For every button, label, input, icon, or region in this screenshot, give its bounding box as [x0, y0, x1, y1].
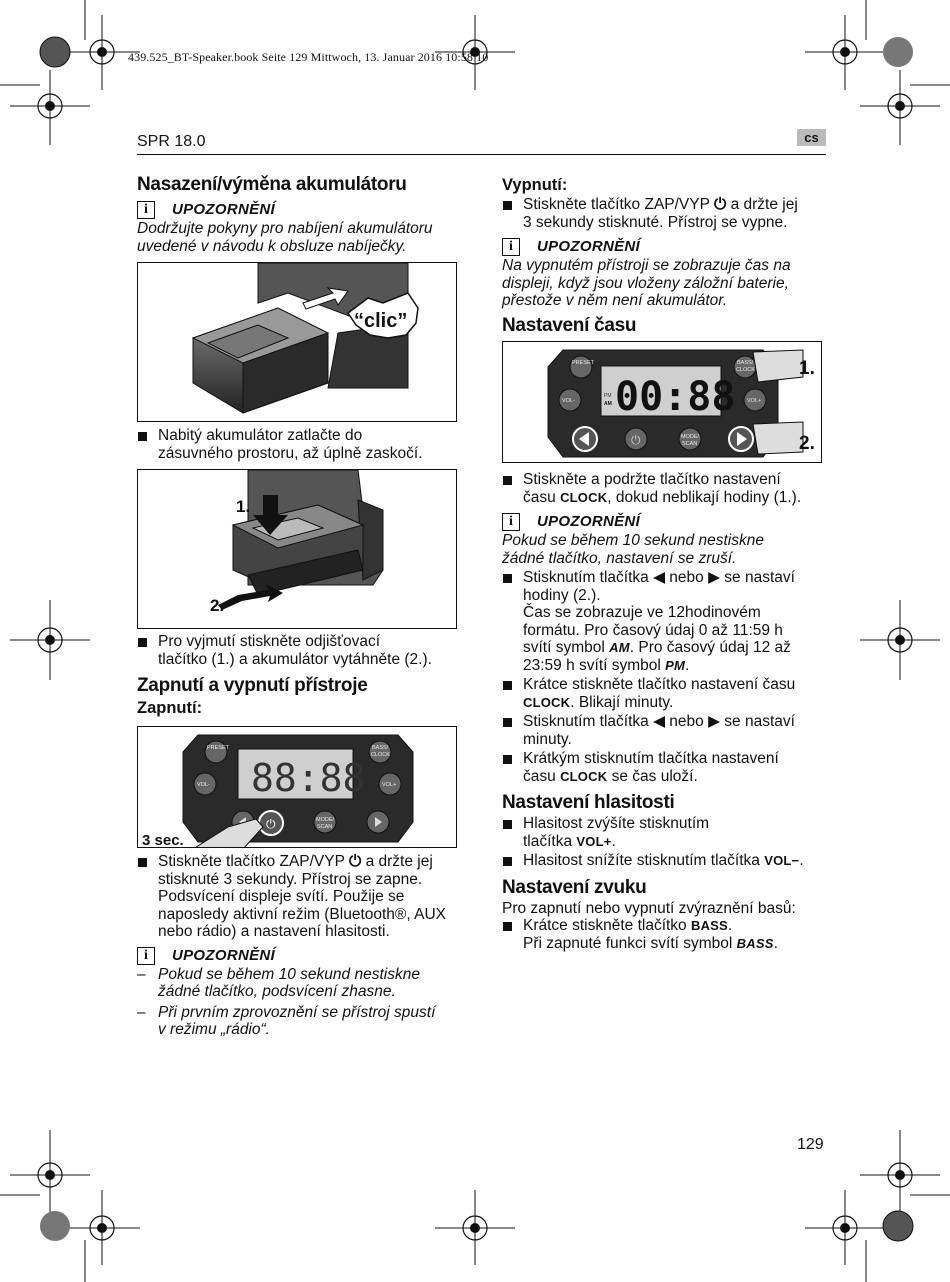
bullet-text: času [523, 488, 556, 506]
bullet-insert [137, 427, 462, 462]
bullet-text: . Pro časový údaj 12 až [629, 639, 791, 656]
heading-sound: Nastavení zvuku [502, 876, 647, 898]
left-column-remove [137, 633, 467, 719]
note-text: přestože v něm není akumulátor. [502, 292, 728, 309]
am-symbol: AM [609, 640, 630, 655]
info-icon: i [137, 947, 155, 965]
figure-battery-remove [137, 469, 457, 629]
bullet-text: , dokud neblikají hodiny (1.). [607, 488, 802, 506]
heading-time: Nastavení času [502, 314, 637, 336]
bass-button-label: BASS/ [737, 360, 754, 366]
left-column-insert [137, 427, 462, 462]
note-backup-battery [502, 237, 832, 310]
step-1-label: 1. [236, 497, 251, 516]
dash-item [137, 966, 467, 1001]
preset-button-label: PRESET [572, 360, 595, 366]
step-2-label: 2. [210, 596, 225, 615]
clock-keyword: CLOCK [560, 768, 608, 784]
language-badge: cs [797, 129, 826, 146]
sound-intro: Pro zapnutí nebo vypnutí zvýraznění basů: [502, 899, 796, 917]
note-backlight [137, 946, 467, 1039]
bullet-set-minutes [502, 713, 834, 748]
bullet-volume-up [502, 815, 834, 850]
clock-button-label[interactable]: CLOCK [736, 367, 755, 373]
am-indicator: AM [604, 401, 612, 407]
note-text: Pokud se během 10 sekund nestiskne [502, 532, 764, 549]
note-title: UPOZORNĚNÍ [537, 513, 641, 531]
info-icon: i [137, 201, 155, 219]
power-icon: ⏻ [713, 196, 727, 213]
bullet-text: 23:59 h svítí symbol [523, 656, 661, 674]
bullet-short-press [502, 676, 834, 711]
bullet-text: Pro vyjmutí stiskněte odjišťovací [158, 633, 381, 650]
right-column-top [502, 175, 832, 338]
vol-minus-keyword: VOL− [764, 853, 800, 868]
bullet-text: . [773, 934, 778, 952]
bullet-text: nebo rádio) a nastavení hlasitosti. [158, 923, 390, 940]
bullet-text: Stisknutím tlačítka ◀ nebo ▶ se nastaví [523, 713, 795, 730]
left-column-top [137, 173, 462, 255]
left-column-on [137, 853, 467, 1039]
figure-clock-setting [502, 341, 822, 463]
note-charging [137, 200, 462, 255]
mode-button-label: MODE/ [316, 817, 335, 823]
heading-battery: Nasazení/výměna akumulátoru [137, 174, 407, 195]
print-slug: 439.525_BT-Speaker.book Seite 129 Mittwoch, 13. Januar 2016 10:58 10 [128, 50, 489, 64]
bullet-text: Krátce stiskněte tlačítko [523, 917, 687, 934]
bullet-set-hours [502, 569, 834, 674]
heading-on-off: Zapnutí a vypnutí přístroje [137, 675, 368, 696]
figure-battery-insert [137, 262, 457, 422]
clock-button-label: CLOCK [371, 752, 390, 758]
note-text: v režimu „rádio“. [158, 1021, 270, 1038]
scan-button-label: SCAN [682, 441, 698, 447]
vol-plus-label: VOL+ [382, 782, 397, 788]
bass-button-label: BASS/ [372, 745, 389, 751]
step-2-label: 2. [799, 433, 815, 454]
bullet-text: formátu. Pro časový údaj 0 až 11:59 h [523, 621, 783, 639]
bullet-text: . Blikají minuty. [570, 693, 674, 711]
note-title: UPOZORNĚNÍ [537, 238, 641, 256]
note-text: žádné tlačítko, podsvícení zhasne. [158, 983, 396, 1000]
note-text: – Při prvním zprovoznění se přístroj spustí [158, 1003, 436, 1021]
bullet-text: naposledy aktivní režim (Bluetooth®, AUX [158, 905, 446, 923]
vol-plus-keyword: VOL+ [576, 833, 612, 849]
bullet-text: Krátce stiskněte tlačítko nastavení času [523, 676, 796, 693]
lcd-digits: 88:88 [251, 756, 366, 800]
heading-volume: Nastavení hlasitosti [502, 792, 675, 813]
header-rule [137, 154, 826, 155]
bullet-text: 3 sekundy stisknuté. Přístroj se vypne. [523, 213, 788, 231]
bullet-volume-down [502, 852, 834, 870]
note-text: uvedené v návodu k obsluze nabíječky. [137, 237, 407, 255]
mode-button-label: MODE/ [681, 434, 700, 440]
step-1-label: 1. [799, 358, 815, 379]
lcd-digits: 00:88 [615, 374, 736, 420]
bullet-text: zásuvného prostoru, až úplně zaskočí. [158, 444, 423, 462]
heading-on: Zapnutí: [137, 699, 203, 717]
bullet-remove [137, 633, 467, 668]
page-number: 129 [797, 1136, 824, 1153]
bullet-text: . [727, 917, 733, 934]
note-text: žádné tlačítko, nastavení se zruší. [502, 549, 737, 567]
info-icon: i [502, 513, 520, 531]
bullet-text: Stiskněte tlačítko ZAP/VYP [523, 196, 710, 213]
bullet-text: . [685, 656, 690, 674]
bullet-text: času [523, 767, 556, 785]
vol-minus-label: VOL- [197, 782, 210, 788]
bullet-text: Čas se zobrazuje ve 12hodinovém [523, 604, 761, 621]
bullet-power-on [137, 853, 467, 941]
heading-off: Vypnutí: [502, 176, 568, 194]
note-title: UPOZORNĚNÍ [172, 946, 276, 964]
bullet-text: tlačítka [523, 832, 573, 850]
figure-power-on [137, 726, 457, 848]
preset-button-label: PRESET [207, 745, 230, 751]
header-title: SPR 18.0 [137, 133, 206, 150]
power-icon: ⏻ [348, 853, 362, 870]
clock-keyword: CLOCK [523, 694, 571, 710]
bullet-text: hodiny (2.). [523, 586, 601, 604]
bullet-text: Stisknutím tlačítka ◀ nebo ▶ se nastaví [523, 569, 795, 586]
bullet-text: tlačítko (1.) a akumulátor vytáhněte (2.). [158, 650, 432, 668]
note-title: UPOZORNĚNÍ [172, 201, 276, 219]
pm-symbol: PM [665, 657, 686, 673]
bullet-save-time [502, 750, 834, 785]
bass-symbol: BASS [736, 935, 774, 951]
bullet-text: Při zapnuté funkci svítí symbol [523, 934, 733, 952]
bullet-text: . [611, 832, 616, 850]
bullet-text: minuty. [523, 730, 572, 748]
vol-minus-label: VOL- [562, 398, 575, 404]
bullet-text: . [799, 852, 804, 869]
vol-plus-label: VOL+ [747, 398, 762, 404]
right-column-main [502, 471, 834, 952]
bullet-text: svítí symbol [523, 639, 605, 656]
note-text: – Pokud se během 10 sekund nestiskne [158, 965, 420, 983]
bullet-text: Hlasitost snížíte stisknutím tlačítka [523, 852, 760, 869]
note-text: displeji, když jsou vloženy záložní baterie, [502, 274, 789, 292]
pm-indicator: PM [604, 393, 612, 399]
bullet-text: Hlasitost zvýšíte stisknutím [523, 815, 710, 832]
bullet-bass [502, 917, 834, 952]
scan-button-label: SCAN [317, 824, 333, 830]
svg-text:⏻: ⏻ [631, 433, 641, 447]
bullet-text: Krátkým stisknutím tlačítka nastavení [523, 750, 779, 767]
bullet-text: Podsvícení displeje svítí. Použije se [158, 888, 405, 905]
bullet-text: Stiskněte tlačítko ZAP/VYP [158, 853, 345, 870]
bass-keyword: BASS [691, 918, 728, 933]
dash-item [137, 1004, 467, 1039]
svg-text:⏻: ⏻ [266, 817, 276, 831]
hold-3-sec-label: 3 sec. [142, 832, 184, 848]
note-timeout [502, 512, 834, 567]
bullet-text: stisknuté 3 sekundy. Přístroj se zapne. [158, 870, 423, 888]
bullet-text: Stiskněte a podržte tlačítko nastavení [523, 471, 781, 488]
bullet-text: se čas uloží. [611, 767, 698, 785]
bullet-hold-clock [502, 471, 834, 506]
info-icon: i [502, 238, 520, 256]
clock-keyword: CLOCK [560, 489, 608, 505]
clic-label: “clic” [354, 310, 408, 332]
bullet-power-off [502, 196, 832, 231]
note-text: Dodržujte pokyny pro nabíjení akumulátoru [137, 220, 433, 237]
note-text: Na vypnutém přístroji se zobrazuje čas na [502, 257, 791, 274]
bullet-text: Nabitý akumulátor zatlačte do [158, 427, 363, 444]
bullet-text: a držte jej [365, 853, 433, 870]
bullet-text: a držte jej [730, 196, 798, 213]
